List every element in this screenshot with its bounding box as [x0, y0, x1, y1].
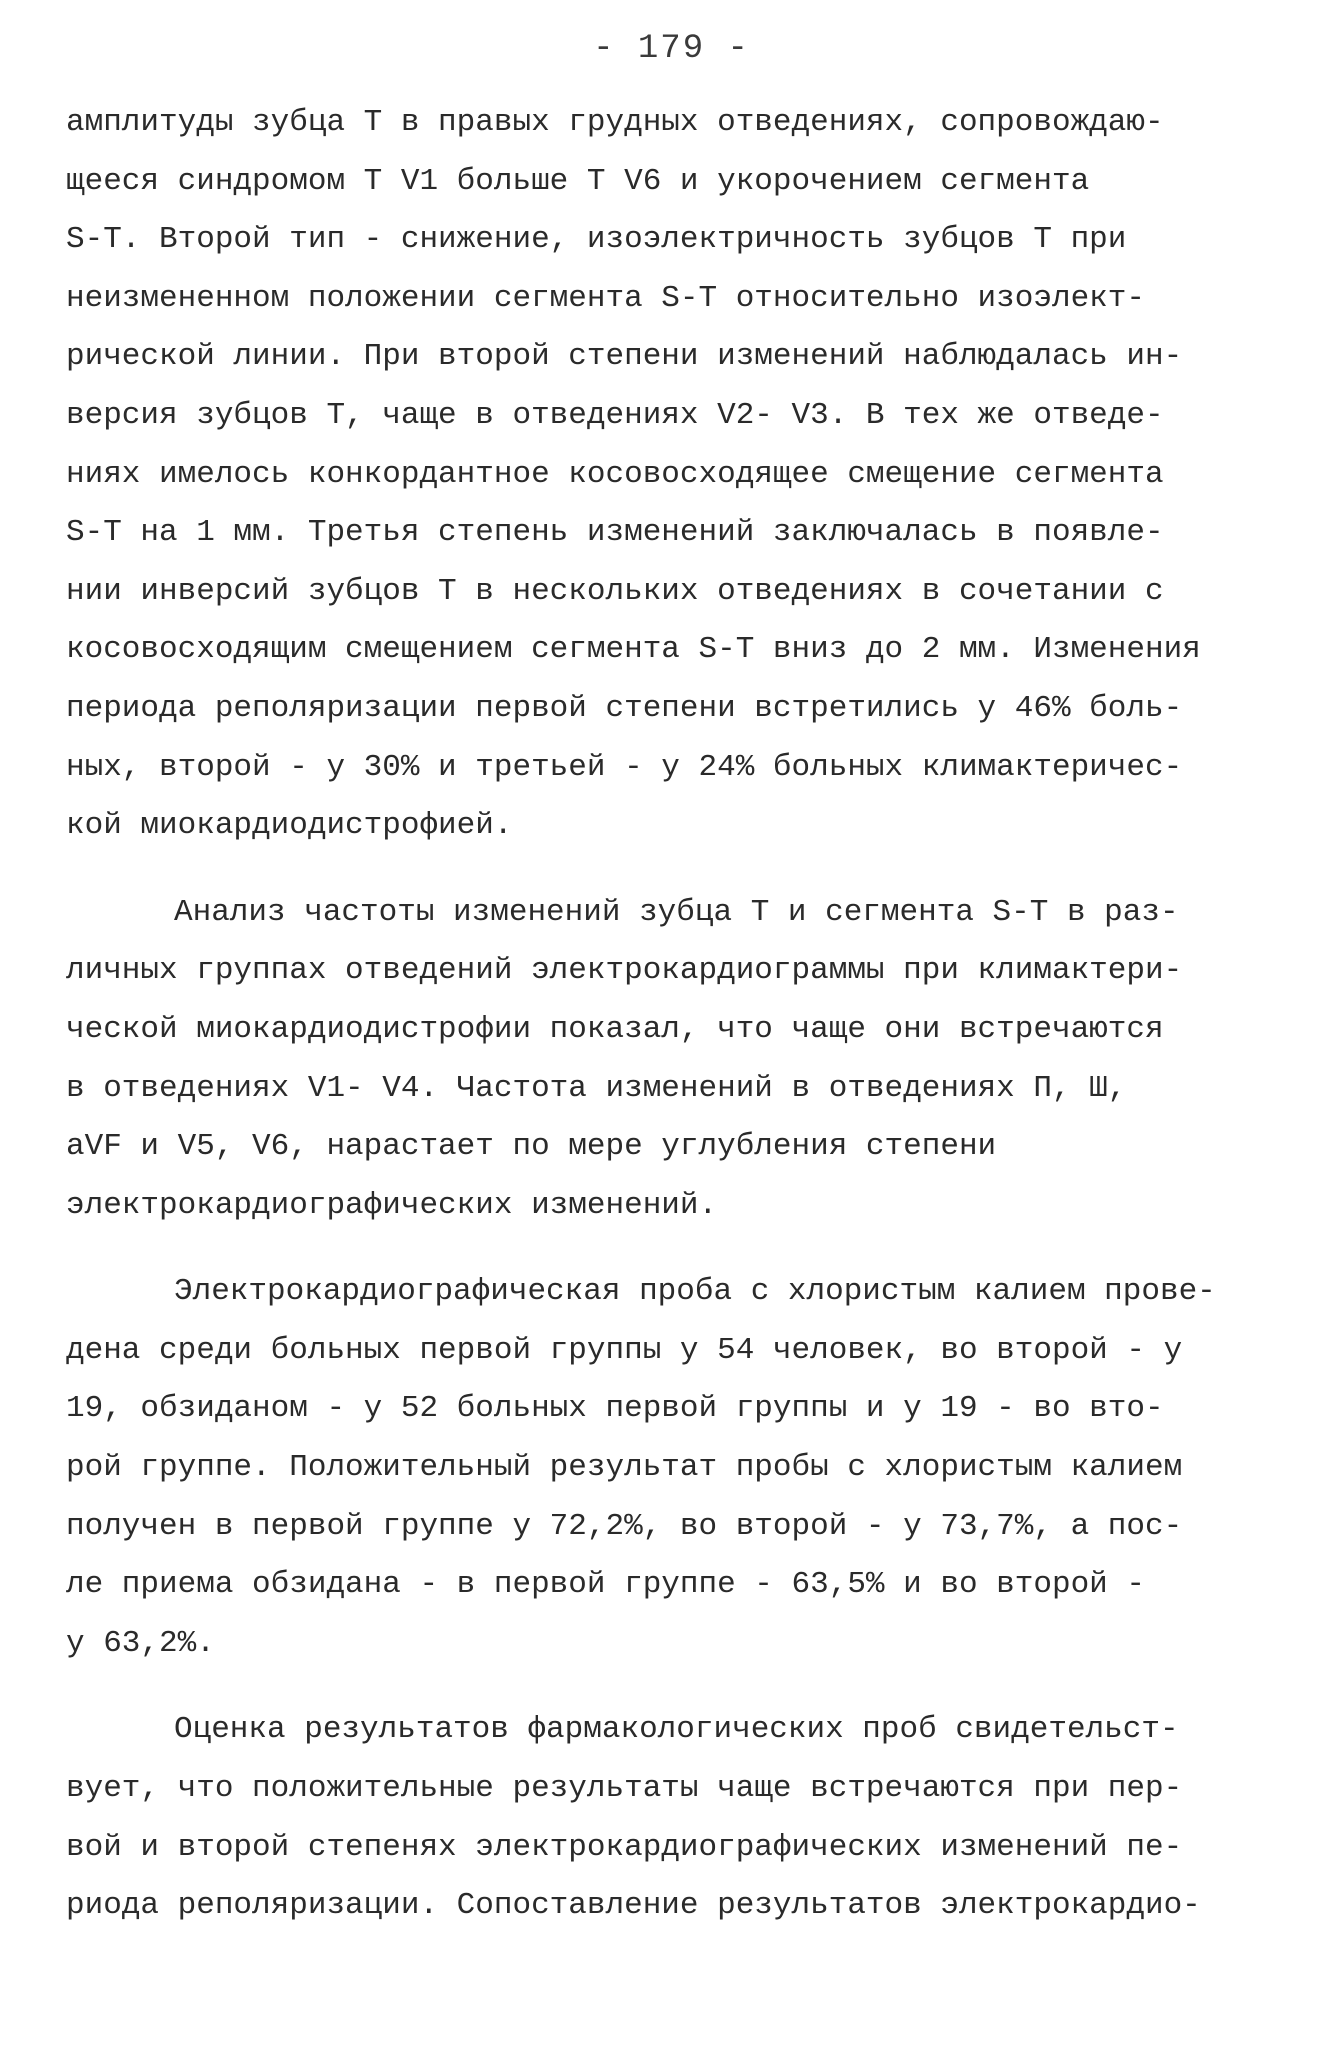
text-line: в отведениях V1- V4. Частота изменений в отведениях П, Ш,: [66, 1070, 1127, 1106]
text-line: ле приема обзидана - в первой группе - 63,5% и во второй -: [66, 1567, 1145, 1603]
text-line: щееся синдромом Т V1 больше Т V6 и укорочением сегмента: [66, 163, 1090, 199]
text-line: кой миокардиодистрофией.: [66, 808, 513, 844]
text-line: вой и второй степенях электрокардиографических изменений пе-: [66, 1829, 1183, 1865]
text-line: неизмененном положении сегмента S-T относительно изоэлект-: [66, 280, 1145, 316]
text-line: ческой миокардиодистрофии показал, что чаще они встречаются: [66, 1011, 1164, 1047]
text-line: у 63,2%.: [66, 1625, 215, 1661]
text-line: амплитуды зубца Т в правых грудных отведениях, сопровождаю-: [66, 105, 1164, 140]
text-line: косовосходящим смещением сегмента S-T вниз до 2 мм. Изменения: [66, 632, 1201, 668]
body-text: [66, 94, 1306, 1936]
text-line: дена среди больных первой группы у 54 человек, во второй - у: [66, 1332, 1183, 1368]
text-line: электрокардиографических изменений.: [66, 1187, 718, 1223]
text-line: Оценка результатов фармакологических проб свидетельст-: [174, 1712, 1179, 1748]
text-line: риода реполяризации. Сопоставление результатов электрокардио-: [66, 1888, 1201, 1924]
text-line: вует, что положительные результаты чаще встречаются при пер-: [66, 1771, 1183, 1807]
text-line: Электрокардиографическая проба с хлористым калием прове-: [174, 1274, 1216, 1310]
text-line: Анализ частоты изменений зубца Т и сегмента S-T в раз-: [174, 894, 1179, 930]
text-line: ниях имелось конкордантное косовосходящее смещение сегмента: [66, 456, 1164, 492]
text-line: рой группе. Положительный результат пробы с хлористым калием: [66, 1450, 1183, 1486]
text-line: получен в первой группе у 72,2%, во второй - у 73,7%, а пос-: [66, 1508, 1183, 1544]
text-line: версия зубцов Т, чаще в отведениях V2- V3. В тех же отведе-: [66, 397, 1164, 433]
text-line: aVF и V5, V6, нарастает по мере углубления степени: [66, 1129, 997, 1165]
page-number: - 179 -: [593, 30, 750, 68]
text-line: периода реполяризации первой степени встретились у 46% боль-: [66, 690, 1183, 726]
text-line: S-T на 1 мм. Третья степень изменений заключалась в появле-: [66, 515, 1164, 551]
text-line: S-T. Второй тип - снижение, изоэлектричность зубцов Т при: [66, 222, 1127, 258]
text-line: 19, обзиданом - у 52 больных первой группы и у 19 - во вто-: [66, 1391, 1164, 1427]
text-line: нии инверсий зубцов Т в нескольких отведениях в сочетании с: [66, 573, 1164, 609]
text-line: личных группах отведений электрокардиограммы при климактери-: [66, 953, 1183, 989]
text-line: ных, второй - у 30% и третьей - у 24% больных климактеричес-: [66, 749, 1183, 785]
text-line: рической линии. При второй степени изменений наблюдалась ин-: [66, 339, 1183, 375]
